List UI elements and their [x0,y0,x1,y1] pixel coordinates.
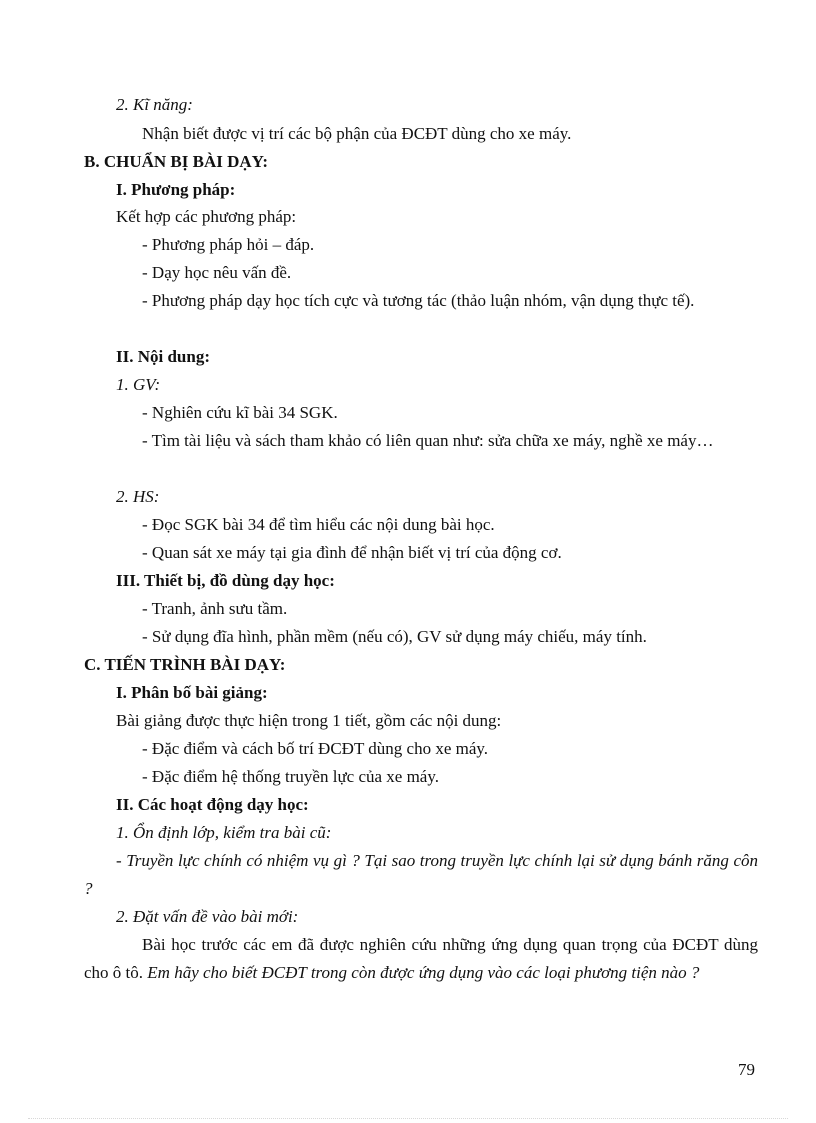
step2-paragraph [84,931,758,987]
skill-text: Nhận biết được vị trí các bộ phận của ĐCĐT dùng cho xe máy. [142,124,572,143]
distribution-heading: I. Phân bố bài giảng: [116,683,268,702]
activities-heading: II. Các hoạt động dạy học: [116,795,309,814]
step2-question: Em hãy cho biết ĐCĐT trong còn được ứng dụng vào các loại phương tiện nào ? [147,963,700,982]
method-item-wrapped [84,287,758,315]
gv-heading: 1. GV: [116,375,161,394]
hs-item: - Đọc SGK bài 34 để tìm hiểu các nội dung bài học. [142,515,495,534]
page-number: 79 [738,1060,755,1079]
hs-heading: 2. HS: [116,487,160,506]
section-c-title: C. TIẾN TRÌNH BÀI DẠY: [84,655,286,674]
distribution-intro: Bài giảng được thực hiện trong 1 tiết, gồm các nội dung: [116,711,502,730]
footer-divider [28,1118,788,1119]
step1-question-text: - Truyền lực chính có nhiệm vụ gì ? Tại sao trong truyền lực chính lại sử dụng bánh răng côn ? [84,851,758,898]
equip-item: - Tranh, ảnh sưu tầm. [142,599,288,618]
step2-text: Bài học trước các em đã được nghiên cứu những ứng dụng quan trọng của ĐCĐT dùng cho ô tô. [84,935,758,982]
method-item: - Phương pháp hỏi – đáp. [142,235,315,254]
equip-item: - Sử dụng đĩa hình, phần mềm (nếu có), GV sử dụng máy chiếu, máy tính. [142,627,647,646]
equip-heading: III. Thiết bị, đồ dùng dạy học: [116,571,335,590]
hs-item: - Quan sát xe máy tại gia đình để nhận biết vị trí của động cơ. [142,543,562,562]
content-heading: II. Nội dung: [116,347,211,366]
distribution-item: - Đặc điểm hệ thống truyền lực của xe máy. [142,767,440,786]
distribution-item: - Đặc điểm và cách bố trí ĐCĐT dùng cho xe máy. [142,739,489,758]
section-b-title: B. CHUẨN BỊ BÀI DẠY: [84,152,269,171]
skill-heading: 2. Kĩ năng: [116,95,193,114]
gv-item-text: - Tìm tài liệu và sách tham khảo có liên quan như: sửa chữa xe máy, nghề xe máy… [142,431,714,450]
method-heading: I. Phương pháp: [116,180,236,199]
method-intro: Kết hợp các phương pháp: [116,207,297,226]
gv-item: - Nghiên cứu kĩ bài 34 SGK. [142,403,338,422]
method-item: - Dạy học nêu vấn đề. [142,263,292,282]
gv-item-wrapped [84,427,758,455]
step1-question [84,847,758,903]
step1-heading: 1. Ổn định lớp, kiểm tra bài cũ: [116,823,332,842]
step2-heading: 2. Đặt vấn đề vào bài mới: [116,907,299,926]
method-item-text: - Phương pháp dạy học tích cực và tương tác (thảo luận nhóm, vận dụng thực tế). [142,291,695,310]
